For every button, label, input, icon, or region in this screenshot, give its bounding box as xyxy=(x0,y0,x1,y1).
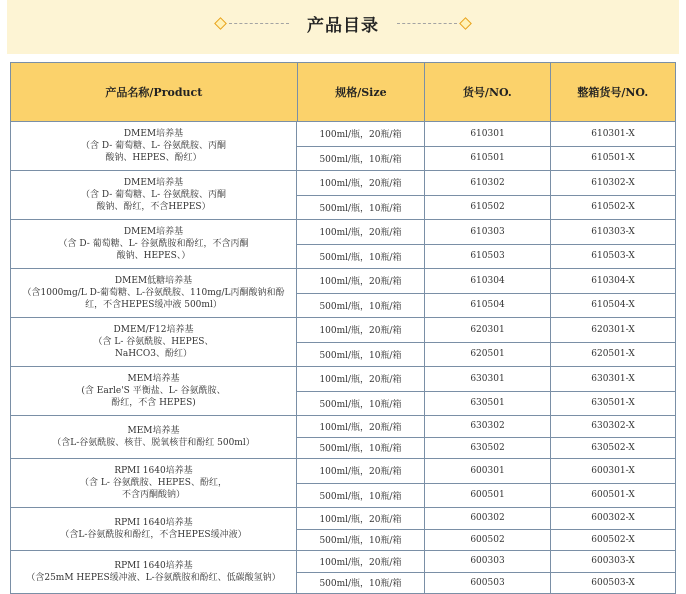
case-number-cell: 610302-X xyxy=(591,177,635,188)
table-row xyxy=(297,195,675,220)
product-name-line: RPMI 1640培养基 xyxy=(114,466,193,476)
product-group xyxy=(11,171,675,220)
size-cell: 100ml/瓶，20瓶/箱 xyxy=(297,508,425,529)
item-number-cell: 630301 xyxy=(425,367,551,391)
table-row xyxy=(297,220,675,244)
case-number-cell: 600302-X xyxy=(591,513,635,524)
product-name-cell xyxy=(11,318,297,366)
case-number-cell: 610303-X xyxy=(591,226,635,237)
case-number-cell: 610301-X xyxy=(591,128,635,139)
product-name-line: （含 D- 葡萄糖、L- 谷氨酰胺、丙酮 xyxy=(80,190,227,200)
product-name-line: DMEM培养基 xyxy=(123,178,184,188)
product-name-cell xyxy=(11,367,297,415)
product-name-line: （含 L- 谷氨酰胺、HEPES、酚红， xyxy=(80,478,227,488)
table-body xyxy=(11,122,675,593)
size-cell: 500ml/瓶，10瓶/箱 xyxy=(297,484,425,508)
product-name-line: （含 L- 谷氨酰胺、HEPES、 xyxy=(93,337,214,347)
product-name-line: （含25mM HEPES缓冲液、L-谷氨酰胺和酚红、低碳酸氢钠） xyxy=(26,573,281,583)
size-cell: 500ml/瓶，10瓶/箱 xyxy=(297,392,425,416)
size-cell: 100ml/瓶，20瓶/箱 xyxy=(297,551,425,572)
product-name-line: （含L-谷氨酰胺和酚红，不含HEPES缓冲液） xyxy=(60,530,247,540)
size-cell: 100ml/瓶，20瓶/箱 xyxy=(297,367,425,391)
product-name-line: 红，不含HEPES缓冲液 500ml） xyxy=(85,300,222,310)
column-header-product: 产品名称/Product xyxy=(11,63,298,121)
case-number-cell: 600303-X xyxy=(591,556,635,567)
table-row xyxy=(297,483,675,508)
product-group xyxy=(11,508,675,551)
size-cell: 100ml/瓶，20瓶/箱 xyxy=(297,171,425,195)
product-name-line: RPMI 1640培养基 xyxy=(114,561,193,571)
size-cell: 100ml/瓶，20瓶/箱 xyxy=(297,459,425,483)
item-number-cell: 620301 xyxy=(425,318,551,342)
table-row xyxy=(297,459,675,483)
product-name-line: 不含丙酮酸钠） xyxy=(121,490,185,500)
table-row xyxy=(297,244,675,269)
product-name-line: NaHCO3、酚红） xyxy=(114,349,193,359)
size-cell: 500ml/瓶，10瓶/箱 xyxy=(297,294,425,318)
item-number-cell: 620501 xyxy=(425,343,551,367)
size-cell: 500ml/瓶，10瓶/箱 xyxy=(297,573,425,594)
item-number-cell: 610302 xyxy=(425,171,551,195)
table-row xyxy=(297,437,675,459)
item-number-cell: 610303 xyxy=(425,220,551,244)
dashed-divider-right xyxy=(397,23,457,24)
product-name-line: RPMI 1640培养基 xyxy=(114,518,193,528)
product-name-line: 酸钠、HEPES、酚红） xyxy=(105,153,202,163)
title-row xyxy=(7,10,679,36)
item-number-cell: 600503 xyxy=(425,573,551,594)
case-number-cell: 630301-X xyxy=(591,373,635,384)
product-name-cell xyxy=(11,508,297,550)
size-cell: 100ml/瓶，20瓶/箱 xyxy=(297,220,425,244)
product-name-cell xyxy=(11,416,297,458)
size-cell: 500ml/瓶，10瓶/箱 xyxy=(297,438,425,459)
product-name-cell xyxy=(11,220,297,268)
size-cell: 100ml/瓶，20瓶/箱 xyxy=(297,269,425,293)
product-group xyxy=(11,269,675,318)
case-number-cell: 630302-X xyxy=(591,421,635,432)
case-number-cell: 600502-X xyxy=(591,534,635,545)
product-name-line: （含L-谷氨酰胺、核苷、脱氧核苷和酚红 500ml） xyxy=(52,438,255,448)
table-row xyxy=(297,293,675,318)
item-number-cell: 630302 xyxy=(425,416,551,437)
table-row xyxy=(297,318,675,342)
item-number-cell: 600301 xyxy=(425,459,551,483)
product-name-cell xyxy=(11,171,297,219)
case-number-cell: 620501-X xyxy=(591,349,635,360)
product-name-line: DMEM培养基 xyxy=(123,227,184,237)
case-number-cell: 610502-X xyxy=(591,202,635,213)
product-name-line: DMEM培养基 xyxy=(123,129,184,139)
diamond-right-icon xyxy=(459,17,472,30)
size-cell: 500ml/瓶，10瓶/箱 xyxy=(297,343,425,367)
product-name-cell xyxy=(11,269,297,317)
product-name-line: （含1000mg/L D-葡萄糖、L-谷氨酰胺、110mg/L丙酮酸钠和酚 xyxy=(22,288,285,298)
case-number-cell: 600301-X xyxy=(591,465,635,476)
table-header xyxy=(11,63,675,122)
product-name-line: 酚红，不含 HEPES) xyxy=(111,398,196,408)
item-number-cell: 600502 xyxy=(425,530,551,551)
table-row xyxy=(297,367,675,391)
case-number-cell: 630501-X xyxy=(591,398,635,409)
product-group xyxy=(11,416,675,459)
table-row xyxy=(297,529,675,551)
case-number-cell: 610304-X xyxy=(591,275,635,286)
size-cell: 100ml/瓶，20瓶/箱 xyxy=(297,318,425,342)
item-number-cell: 610502 xyxy=(425,196,551,220)
dashed-divider-left xyxy=(229,23,289,24)
table-row xyxy=(297,269,675,293)
product-name-line: DMEM低糖培养基 xyxy=(114,276,193,286)
table-row xyxy=(297,171,675,195)
item-number-cell: 610503 xyxy=(425,245,551,269)
product-group xyxy=(11,220,675,269)
table-row xyxy=(297,508,675,529)
table-row xyxy=(297,416,675,437)
product-name-line: MEM培养基 xyxy=(127,426,180,436)
case-number-cell: 610503-X xyxy=(591,251,635,262)
table-row xyxy=(297,391,675,416)
product-group xyxy=(11,459,675,508)
product-name-line: 酸钠、HEPES、） xyxy=(116,251,191,261)
item-number-cell: 600501 xyxy=(425,484,551,508)
product-name-line: 酸钠、酚红，不含HEPES） xyxy=(96,202,211,212)
case-number-cell: 610501-X xyxy=(591,153,635,164)
product-name-cell xyxy=(11,459,297,507)
diamond-left-icon xyxy=(214,17,227,30)
item-number-cell: 610501 xyxy=(425,147,551,171)
size-cell: 500ml/瓶，10瓶/箱 xyxy=(297,245,425,269)
column-header-size: 规格/Size xyxy=(298,63,425,121)
table-row xyxy=(297,342,675,367)
product-name-cell xyxy=(11,122,297,170)
item-number-cell: 610301 xyxy=(425,122,551,146)
case-number-cell: 610504-X xyxy=(591,300,635,311)
column-header-number: 货号/NO. xyxy=(425,63,550,121)
product-group xyxy=(11,367,675,416)
item-number-cell: 610504 xyxy=(425,294,551,318)
size-cell: 500ml/瓶，10瓶/箱 xyxy=(297,147,425,171)
column-header-case-number: 整箱货号/NO. xyxy=(577,86,649,99)
item-number-cell: 600303 xyxy=(425,551,551,572)
product-name-line: MEM培养基 xyxy=(127,374,180,384)
case-number-cell: 600501-X xyxy=(591,490,635,501)
product-name-line: （含 D- 葡萄糖、L- 谷氨酰胺、丙酮 xyxy=(80,141,227,151)
product-group xyxy=(11,551,675,593)
size-cell: 500ml/瓶，10瓶/箱 xyxy=(297,196,425,220)
table-row xyxy=(297,572,675,594)
product-name-cell xyxy=(11,551,297,593)
page-title: 产品目录 xyxy=(307,15,379,36)
product-name-line: (含 Earle'S 平衡盐、L- 谷氨酰胺、 xyxy=(81,386,226,396)
item-number-cell: 600302 xyxy=(425,508,551,529)
item-number-cell: 630501 xyxy=(425,392,551,416)
case-number-cell: 620301-X xyxy=(591,324,635,335)
size-cell: 500ml/瓶，10瓶/箱 xyxy=(297,530,425,551)
product-table xyxy=(10,62,676,594)
case-number-cell: 630502-X xyxy=(591,442,635,453)
table-row xyxy=(297,551,675,572)
item-number-cell: 630502 xyxy=(425,438,551,459)
size-cell: 100ml/瓶，20瓶/箱 xyxy=(297,122,425,146)
size-cell: 100ml/瓶，20瓶/箱 xyxy=(297,416,425,437)
item-number-cell: 610304 xyxy=(425,269,551,293)
product-group xyxy=(11,318,675,367)
product-group xyxy=(11,122,675,171)
product-name-line: DMEM/F12培养基 xyxy=(113,325,194,335)
product-name-line: （含 D- 葡萄糖、L- 谷氨酰胺和酚红，不含丙酮 xyxy=(58,239,249,249)
table-row xyxy=(297,122,675,146)
header-banner xyxy=(7,0,679,54)
table-row xyxy=(297,146,675,171)
case-number-cell: 600503-X xyxy=(591,577,635,588)
